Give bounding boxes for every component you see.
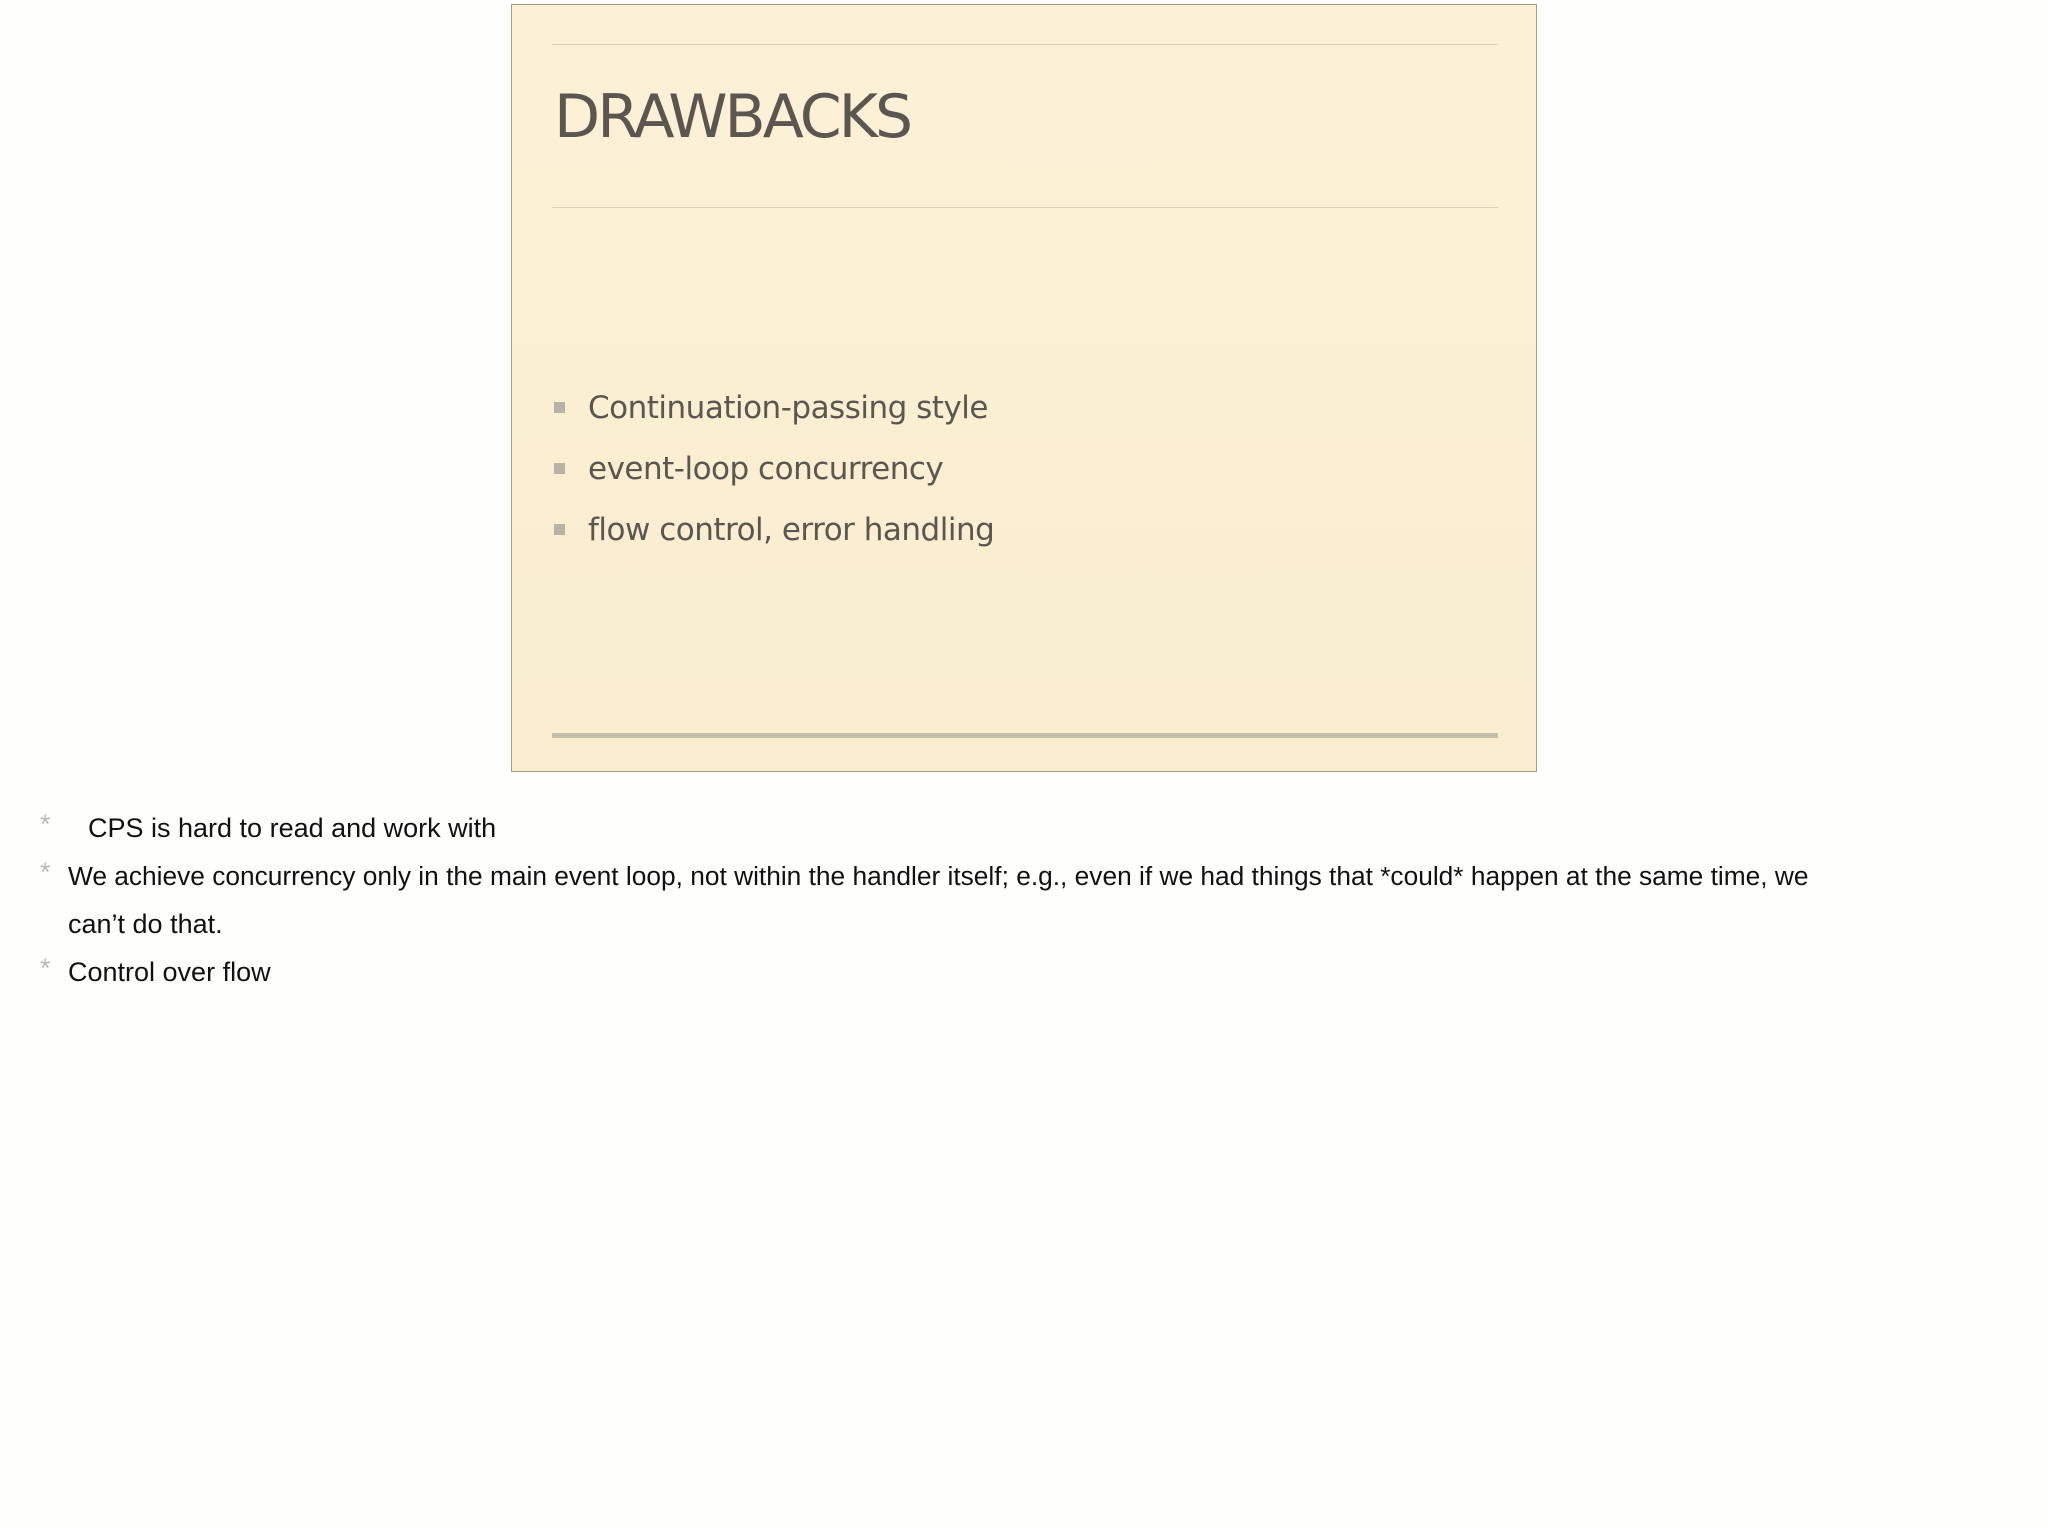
square-bullet-icon: [554, 402, 565, 413]
square-bullet-icon: [554, 463, 565, 474]
note-item: We achieve concurrency only in the main event loop, not within the handler itself; e.g., even if we had things that *could* happen at the same time, we: [68, 861, 1809, 891]
slide-preview: [511, 4, 1537, 772]
note-item-continuation: can’t do that.: [68, 909, 223, 939]
slide-bullet-text: Continuation-passing style: [588, 389, 988, 426]
slide-title: DRAWBACKS: [554, 82, 911, 152]
slide-bullet-list: [554, 367, 994, 570]
slide-bullet-text: flow control, error handling: [588, 511, 995, 548]
square-bullet-icon: [554, 524, 565, 535]
slide-bullet-text: event-loop concurrency: [588, 450, 944, 487]
note-item: Control over flow: [68, 957, 271, 987]
asterisk-bullet-icon: *: [40, 953, 51, 983]
slide-top-rule: [552, 44, 1498, 45]
note-item: CPS is hard to read and work with: [88, 813, 497, 843]
slide-title-rule: [552, 207, 1498, 208]
slide-bullet-item: [554, 489, 994, 570]
asterisk-bullet-icon: *: [40, 809, 51, 839]
asterisk-bullet-icon: *: [40, 857, 51, 887]
slide-bottom-rule: [552, 733, 1498, 738]
